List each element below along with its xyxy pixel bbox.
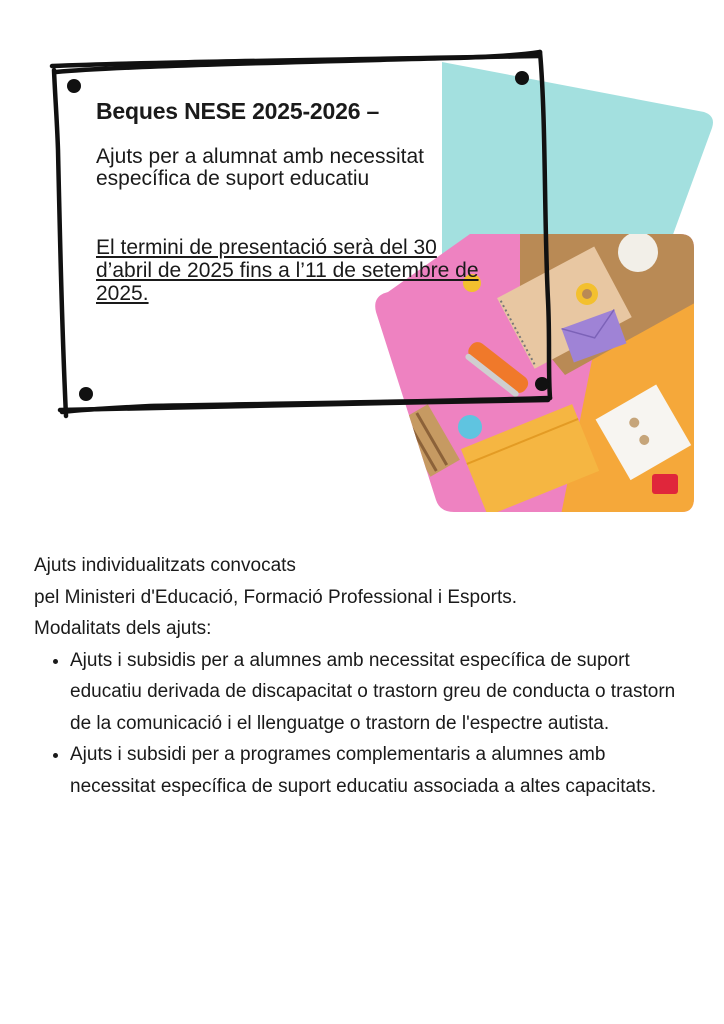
modalities-label: Modalitats dels ajuts: [34,618,212,639]
list-item: • Ajuts i subsidi per a programes complementaris a alumnes amb necessitat específica de suport educatiu associada a altes capacitats. [70,739,694,802]
page-subtitle: Ajuts per a alumnat amb necessitat específica de suport educatiu [96,145,425,190]
intro-line-1: Ajuts individualitzats convocats [34,555,296,576]
page-title: Beques NESE 2025-2026 – [96,98,380,124]
modalities-list [34,645,694,803]
list-item: • Ajuts i subsidis per a alumnes amb necessitat específica de suport educatiu derivada de discapacitat o trastorn greu de conducta o trastorn de la comunicació i el llenguatge o trastorn de l'espectre autista. [70,645,694,740]
deadline-text: El termini de presentació serà del 30 d’abril de 2025 fins a l’11 de setembre de 2025. [96,236,479,305]
intro-line-2: pel Ministeri d'Educació, Formació Professional i Esports. [34,586,518,608]
body-text [34,550,694,802]
